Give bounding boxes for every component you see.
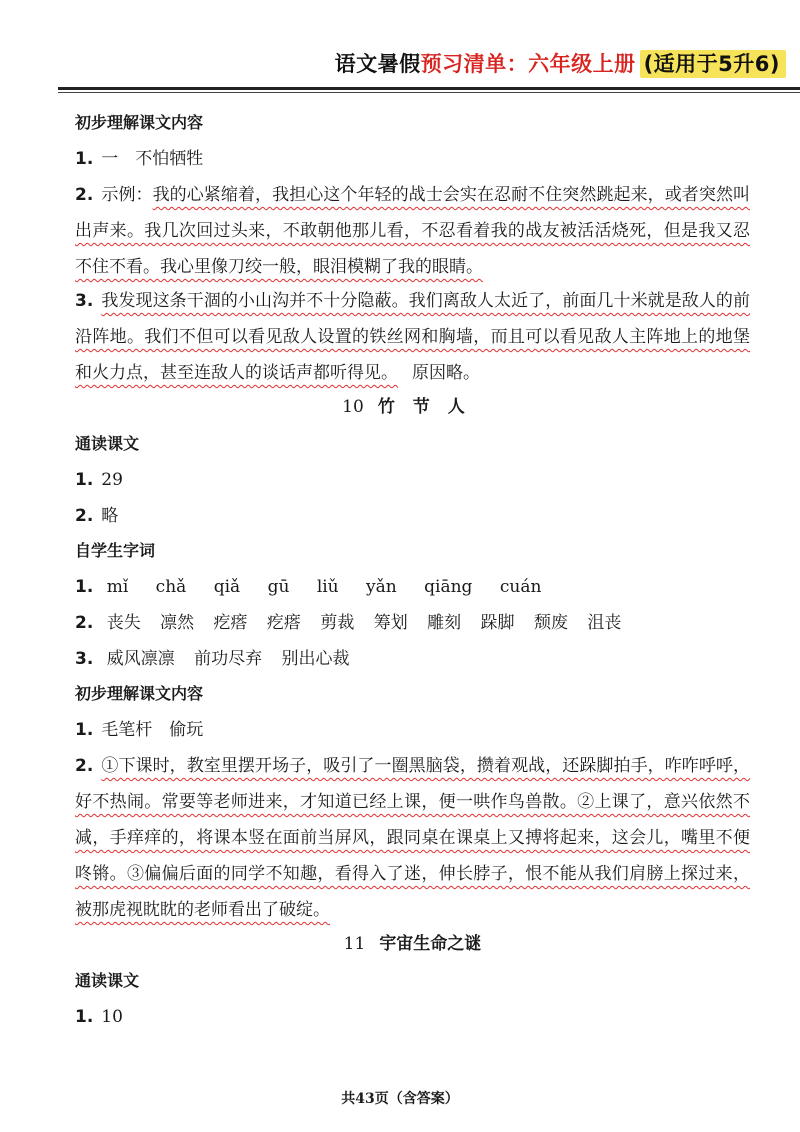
item-number: 2. (75, 506, 94, 526)
answer-item-idioms (75, 647, 750, 671)
lesson-title: 宇宙生命之谜 (379, 934, 482, 954)
vocab-word: 剪裁 (320, 613, 355, 633)
answer-item (75, 177, 750, 285)
lesson-title: 竹节人 (377, 397, 483, 417)
item-number: 2. (75, 756, 94, 776)
answer-item (75, 468, 750, 492)
section-heading-reading: 通读课文 (75, 434, 140, 453)
pinyin-word: cuán (499, 577, 542, 597)
lesson-heading (75, 395, 750, 419)
vocab-word: 跺脚 (480, 613, 515, 633)
pinyin-word: qiāng (424, 577, 473, 597)
pinyin-word: gū (267, 577, 290, 597)
answer-item-words (75, 611, 750, 635)
header-title-red: 预习清单：六年级上册 (420, 52, 636, 76)
item-number: 2. (75, 185, 94, 205)
item-text: 毛笔杆 偷玩 (101, 720, 204, 740)
answer-item (75, 718, 750, 742)
section-heading-reading: 通读课文 (75, 971, 140, 990)
page-header (335, 48, 786, 78)
idiom: 别出心裁 (281, 649, 350, 669)
vocab-word: 沮丧 (587, 613, 622, 633)
vocab-word: 颓废 (533, 613, 568, 633)
item-suffix: 原因略。 (412, 363, 480, 383)
answer-item (75, 283, 750, 391)
lesson-number: 10 (342, 397, 364, 417)
item-number: 1. (75, 720, 94, 740)
answer-item (75, 147, 750, 171)
header-rule (58, 87, 800, 90)
lesson-number: 11 (343, 934, 366, 954)
header-grade-tag: (适用于5升6) (640, 50, 786, 78)
vocab-word: 疙瘩 (213, 613, 248, 633)
item-text: 29 (101, 470, 123, 490)
item-number: 1. (75, 577, 94, 597)
vocab-word: 疙瘩 (266, 613, 301, 633)
pinyin-word: liǔ (316, 577, 339, 597)
item-text: 一 不怕牺牲 (101, 149, 204, 169)
item-number: 3. (75, 649, 94, 669)
item-number: 3. (75, 291, 94, 311)
item-number: 1. (75, 470, 94, 490)
idiom: 威风凛凛 (106, 649, 175, 669)
wavy-underlined-text: 我的心紧缩着，我担心这个年轻的战士会实在忍耐不住突然跳起来，或者突然叫出声来。我几次回过头来，不敢朝他那儿看，不忍看着我的战友被活活烧死，但是我又忍不住不看。我心里像刀绞一般，眼泪模糊了我的眼睛。 (75, 185, 751, 277)
example-prefix: 示例： (101, 185, 153, 205)
item-number: 1. (75, 149, 94, 169)
item-text: 10 (101, 1007, 123, 1027)
header-title-black: 语文暑假 (334, 52, 421, 76)
item-number: 1. (75, 1007, 94, 1027)
page-footer: 共43页（含答案） (341, 1091, 459, 1107)
answer-item-pinyin (75, 575, 750, 599)
item-number: 2. (75, 613, 94, 633)
vocab-word: 凛然 (160, 613, 195, 633)
section-heading-vocab: 自学生字词 (75, 541, 156, 560)
answer-item (75, 504, 750, 528)
item-text: 略 (101, 506, 119, 526)
vocab-word: 筹划 (373, 613, 408, 633)
vocab-word: 丧失 (106, 613, 141, 633)
answer-item (75, 1005, 750, 1029)
pinyin-word: yǎn (366, 577, 397, 597)
lesson-heading (75, 932, 750, 956)
wavy-underlined-text: ①下课时，教室里摆开场子，吸引了一圈黑脑袋，攒着观战，还跺脚拍手，咋咋呼呼，好不热闹。常要等老师进来，才知道已经上课，便一哄作鸟兽散。②上课了，意兴依然不减，手痒痒的，将课本竖在面前当屏风，跟同桌在课桌上又搏将起来，这会儿，嘴里不便咚锵。③偏偏后面的同学不知趣，看得入了迷，伸长脖子，恨不能从我们肩膀上探过来，被那虎视眈眈的老师看出了破绽。 (75, 756, 750, 920)
section-heading-understanding: 初步理解课文内容 (75, 113, 204, 132)
page-content (75, 112, 750, 1041)
header-rule-thin (58, 92, 800, 93)
pinyin-word: mǐ (106, 577, 129, 597)
section-heading-understanding: 初步理解课文内容 (75, 684, 204, 703)
idiom: 前功尽弃 (194, 649, 263, 669)
wavy-underlined-text: 我发现这条干涸的小山沟并不十分隐蔽。我们离敌人太近了，前面几十米就是敌人的前沿阵地。我们不但可以看见敌人设置的铁丝网和胸墙，而且可以看见敌人主阵地上的地堡和火力点，甚至连敌人的谈话声都听得见。 (75, 291, 750, 383)
vocab-word: 雕刻 (427, 613, 462, 633)
answer-item (75, 748, 750, 928)
pinyin-word: qiǎ (213, 577, 241, 597)
pinyin-word: chǎ (155, 577, 187, 597)
